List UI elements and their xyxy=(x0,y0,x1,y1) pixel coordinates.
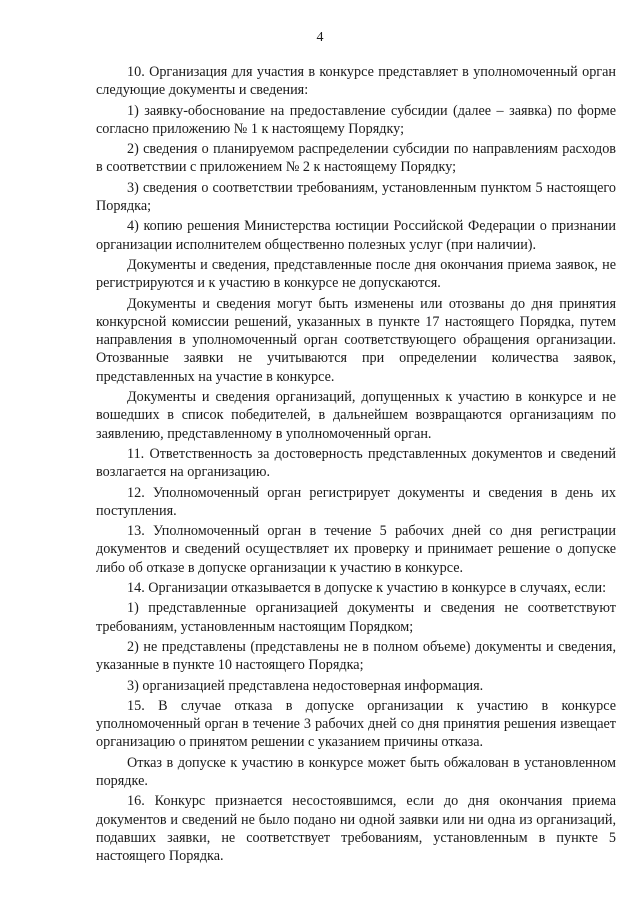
paragraph: 3) сведения о соответствии требованиям, установленным пунктом 5 настоящего Порядка; xyxy=(96,179,616,215)
paragraph: 11. Ответственность за достоверность представленных документов и сведений возлагается на организацию. xyxy=(96,445,616,481)
paragraph: 2) не представлены (представлены не в полном объеме) документы и сведения, указанные в пункте 10 настоящего Порядка; xyxy=(96,638,616,674)
paragraph: 15. В случае отказа в допуске организации к участию в конкурсе уполномоченный орган в течение 3 рабочих дней со дня принятия решения извещает организацию о принятом решении с указанием причины отказа. xyxy=(96,697,616,751)
paragraph: 2) сведения о планируемом распределении субсидии по направлениям расходов в соответствии с приложением № 2 к настоящему Порядку; xyxy=(96,141,616,176)
paragraph: 10. Организация для участия в конкурсе представляет в уполномоченный орган следующие документы и сведения: xyxy=(96,64,616,99)
paragraph: 4) копию решения Министерства юстиции Российской Федерации о признании организации исполнителем общественно полезных услуг (при наличии). xyxy=(96,218,616,253)
paragraph: 1) заявку-обоснование на предоставление субсидии (далее – заявка) по форме согласно приложению № 1 к настоящему Порядку; xyxy=(96,102,616,137)
page-number: 4 xyxy=(316,30,324,45)
paragraph: 13. Уполномоченный орган в течение 5 рабочих дней со дня регистрации документов и сведений осуществляет их проверку и принимает решение о допуске либо об отказе в допуске организации к участию в конкурсе. xyxy=(96,523,616,576)
paragraph: Документы и сведения, представленные после дня окончания приема заявок, не регистрируются и к участию в конкурсе не допускаются. xyxy=(96,256,616,292)
paragraph: 16. Конкурс признается несостоявшимся, если до дня окончания приема документов и сведений не было подано ни одной заявки или ни одна из организаций, подавших заявки, не соответствует требованиям, установленным в пункте 5 настоящего Порядка. xyxy=(96,793,616,865)
paragraph: 3) организацией представлена недостоверная информация. xyxy=(127,677,484,694)
paragraph: Документы и сведения могут быть изменены или отозваны до дня принятия конкурсной комиссии решений, указанных в пункте 17 настоящего Порядка, путем направления в уполномоченный орган соответствующего обращения организации. Отозванные заявки не учитываются при определении количества заявок, представленных на участие в конкурсе. xyxy=(96,295,616,385)
paragraph: 1) представленные организацией документы и сведения не соответствуют требованиям, установленным настоящим Порядком; xyxy=(96,600,616,635)
paragraph: 12. Уполномоченный орган регистрирует документы и сведения в день их поступления. xyxy=(96,484,616,519)
paragraph: Документы и сведения организаций, допущенных к участию в конкурсе и не вошедших в список победителей, в дальнейшем возвращаются организациям по заявлению, представленному в уполномоченный орган. xyxy=(96,389,616,442)
paragraph: Отказ в допуске к участию в конкурсе может быть обжалован в установленном порядке. xyxy=(96,754,616,789)
document-body xyxy=(96,63,616,867)
paragraph: 14. Организации отказывается в допуске к участию в конкурсе в случаях, если: xyxy=(127,580,607,597)
